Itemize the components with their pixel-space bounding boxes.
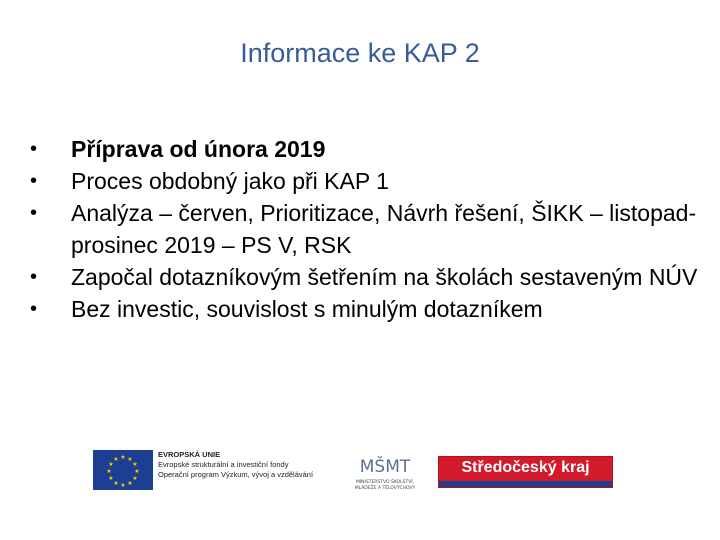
bullet-dot: • <box>30 298 38 320</box>
svg-text:★: ★ <box>120 454 126 461</box>
bullet-item <box>30 293 710 325</box>
bullet-list <box>30 133 710 325</box>
bullet-text: Započal dotazníkovým šetřením na školách sestaveným NÚV <box>71 264 698 290</box>
slide-title: Informace ke KAP 2 <box>240 38 480 68</box>
bullet-dot: • <box>30 266 38 288</box>
msmt-line-2: MLÁDEŽE A TĚLOVÝCHOVY <box>354 486 416 491</box>
svg-text:★: ★ <box>134 468 140 475</box>
svg-text:★: ★ <box>106 468 112 475</box>
msmt-mark: MŠMT <box>359 457 411 477</box>
bullet-text: Proces obdobný jako při KAP 1 <box>71 168 389 194</box>
eu-stars-icon <box>93 450 153 490</box>
region-logo-band <box>439 481 612 487</box>
svg-text:★: ★ <box>108 461 114 468</box>
svg-text:★: ★ <box>120 482 126 489</box>
svg-text:★: ★ <box>113 456 119 463</box>
bullet-item <box>30 261 710 293</box>
msmt-logo <box>345 446 425 494</box>
eu-logo-text <box>158 450 328 480</box>
bullet-text: Analýza – červen, Prioritizace, Návrh řešení, ŠIKK – listopad- prosinec 2019 – PS V, RSK <box>71 200 697 258</box>
svg-text:★: ★ <box>127 456 133 463</box>
eu-line-2: Evropské strukturální a investiční fondy <box>158 460 289 469</box>
logo-strip <box>0 440 720 500</box>
bullet-text: Bez investic, souvislost s minulým dotazníkem <box>71 296 543 322</box>
bullet-dot: • <box>30 202 38 224</box>
region-logo-label: Středočeský kraj <box>461 459 590 476</box>
bullet-item <box>30 197 710 261</box>
svg-text:★: ★ <box>132 461 138 468</box>
bullet-dot: • <box>30 138 38 160</box>
svg-text:★: ★ <box>108 475 114 482</box>
bullet-text: Příprava od února 2019 <box>71 136 326 162</box>
svg-text:★: ★ <box>127 480 133 487</box>
bullet-item <box>30 133 710 165</box>
region-logo <box>438 456 613 488</box>
msmt-line-1: MINISTERSTVO ŠKOLSTVÍ, <box>355 480 415 485</box>
eu-flag-icon <box>93 450 153 490</box>
eu-line-1: EVROPSKÁ UNIE <box>158 450 221 459</box>
svg-text:★: ★ <box>132 475 138 482</box>
eu-line-3: Operační program Výzkum, vývoj a vzdělávání <box>158 470 314 479</box>
bullet-dot: • <box>30 170 38 192</box>
bullet-item <box>30 165 710 197</box>
svg-text:★: ★ <box>113 480 119 487</box>
